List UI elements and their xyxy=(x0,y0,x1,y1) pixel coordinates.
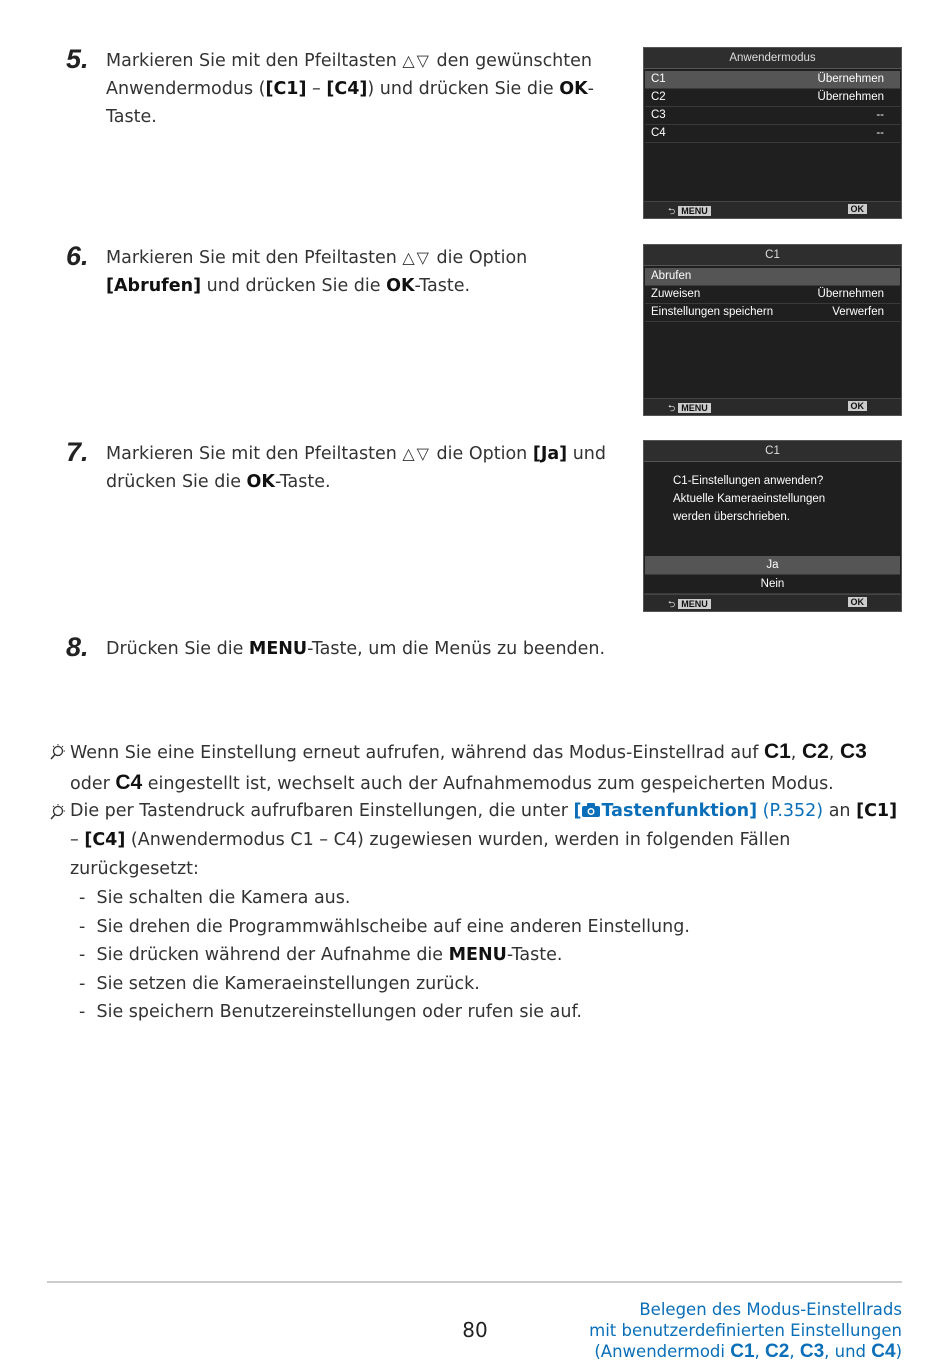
note-text xyxy=(70,797,908,1027)
screen-footer xyxy=(644,398,901,415)
footer-divider xyxy=(47,1281,902,1283)
hint-note-2 xyxy=(48,797,908,1027)
text: -Taste. xyxy=(106,79,594,127)
note-text xyxy=(70,737,908,799)
section-title-link[interactable] xyxy=(542,1299,902,1362)
menu-key-label: MENU xyxy=(678,403,711,413)
menu-row-c1[interactable] xyxy=(645,71,900,89)
text: -Taste, um die Menüs zu beenden. xyxy=(307,639,606,659)
title-line xyxy=(542,1341,902,1362)
text: -Taste. xyxy=(506,945,563,965)
text: Markieren Sie mit den Pfeiltasten xyxy=(106,248,403,268)
menu-row-einstellungen-speichern[interactable] xyxy=(645,304,900,322)
text: an xyxy=(823,801,857,821)
text: eingestellt ist, wechselt auch der Aufnahmemodus zum gespeicherten Modus. xyxy=(142,774,834,794)
text: -Taste. xyxy=(414,276,471,296)
text: Sie speichern Benutzereinstellungen oder rufen sie auf. xyxy=(96,1002,582,1022)
choice-nein[interactable]: Nein xyxy=(645,575,900,594)
menu-key-label: MENU xyxy=(678,599,711,609)
text: -Taste. xyxy=(274,472,331,492)
step-number: 5. xyxy=(66,44,89,74)
message-line: C1-Einstellungen anwenden? xyxy=(673,475,824,487)
step-number: 7. xyxy=(66,437,89,467)
text: , xyxy=(790,743,802,763)
row-value: Verwerfen xyxy=(832,306,884,318)
camera-screen-anwendermodus xyxy=(643,47,902,219)
option-c4: [C4] xyxy=(84,830,126,850)
text: Markieren Sie mit den Pfeiltasten xyxy=(106,444,403,464)
confirm-message xyxy=(644,462,901,556)
text: , xyxy=(828,743,840,763)
message-line: werden überschrieben. xyxy=(673,511,790,523)
list-item xyxy=(79,941,908,970)
text: Sie drücken während der Aufnahme die xyxy=(96,945,449,965)
row-value: -- xyxy=(876,109,884,121)
up-down-arrows-icon: △▽ xyxy=(402,51,431,70)
step-number: 8. xyxy=(66,632,89,662)
text: Sie setzen die Kameraeinstellungen zurück. xyxy=(96,973,480,994)
tastenfunktion-link[interactable] xyxy=(573,801,823,821)
text: ) und drücken Sie die xyxy=(367,79,560,99)
ok-button[interactable]: OK xyxy=(848,401,868,411)
text: (Anwendermodi xyxy=(594,1342,731,1361)
row-label: Abrufen xyxy=(651,270,692,282)
row-value: Übernehmen xyxy=(817,91,884,103)
title-line: mit benutzerdefinierten Einstellungen xyxy=(589,1321,902,1340)
ok-key-label: OK xyxy=(246,472,275,492)
hint-lightbulb-icon xyxy=(48,803,66,821)
page-number: 80 xyxy=(462,1318,488,1342)
row-label: C2 xyxy=(651,91,666,103)
row-value: Übernehmen xyxy=(817,288,884,300)
menu-row-zuweisen[interactable] xyxy=(645,286,900,304)
screen-footer xyxy=(644,201,901,218)
menu-key-label: MENU xyxy=(448,945,507,965)
mode-c2: C2 xyxy=(765,1341,790,1362)
menu-row-c2[interactable] xyxy=(645,89,900,107)
camera-screen-c1-menu xyxy=(643,244,902,416)
dash: - xyxy=(79,916,86,937)
text: die Option xyxy=(430,444,533,464)
text: und drücken Sie die xyxy=(201,276,387,296)
back-menu-button[interactable] xyxy=(668,204,711,220)
row-label: Zuweisen xyxy=(651,288,701,300)
row-value: Übernehmen xyxy=(817,73,884,85)
reset-conditions-list xyxy=(48,884,908,1027)
option-c1: [C1] xyxy=(856,801,898,821)
up-down-arrows-icon: △▽ xyxy=(402,248,431,267)
list-item xyxy=(79,970,908,999)
text: Markieren Sie mit den Pfeiltasten xyxy=(106,51,403,71)
back-arrow-icon: ⮌ xyxy=(668,403,676,413)
screen-title: C1 xyxy=(644,441,901,462)
text: , xyxy=(789,1342,800,1361)
up-down-arrows-icon: △▽ xyxy=(402,444,431,463)
hint-lightbulb-icon xyxy=(48,743,66,761)
menu-row-c4[interactable] xyxy=(645,125,900,143)
mode-c1: C1 xyxy=(730,1341,755,1362)
mode-c4: C4 xyxy=(115,771,143,794)
text: – xyxy=(306,79,327,99)
text: (Anwendermodus C1 – C4) zugewiesen wurden, werden in folgenden Fällen zurückgesetzt: xyxy=(70,830,791,879)
back-arrow-icon: ⮌ xyxy=(668,599,676,609)
text: – xyxy=(70,830,85,850)
dash: - xyxy=(79,973,86,994)
step-text xyxy=(106,244,626,300)
screen-footer xyxy=(644,594,901,611)
step-text xyxy=(106,440,626,496)
text: den gewünschten Anwendermodus ( xyxy=(106,51,592,99)
dash: - xyxy=(79,888,86,908)
ok-key-label: OK xyxy=(386,276,415,296)
text: und drücken Sie die xyxy=(106,444,607,492)
option-ja: [Ja] xyxy=(532,444,568,464)
camera-screen-c1-confirm xyxy=(643,440,902,612)
mode-c1: C1 xyxy=(763,740,791,763)
link-label: Tastenfunktion] xyxy=(601,801,758,821)
screen-title: C1 xyxy=(644,245,901,266)
menu-key-label: MENU xyxy=(678,206,711,216)
dash: - xyxy=(79,945,86,965)
menu-key-label: MENU xyxy=(248,639,308,659)
text: Sie schalten die Kamera aus. xyxy=(96,888,351,908)
dash: - xyxy=(79,1002,86,1022)
choice-ja[interactable]: Ja xyxy=(645,556,900,575)
text: oder xyxy=(70,774,116,794)
text: Sie drehen die Programmwählscheibe auf eine anderen Einstellung. xyxy=(96,916,690,937)
screen-title: Anwendermodus xyxy=(644,48,901,69)
text: ) xyxy=(895,1342,902,1361)
list-item xyxy=(79,884,908,913)
ok-button[interactable]: OK xyxy=(848,597,868,607)
text: Die per Tastendruck aufrufbaren Einstellungen, die unter xyxy=(70,801,574,821)
text: Drücken Sie die xyxy=(106,639,249,659)
title-line: Belegen des Modus-Einstellrads xyxy=(639,1300,902,1319)
list-item xyxy=(79,913,908,942)
menu-row-c3[interactable] xyxy=(645,107,900,125)
row-label: C3 xyxy=(651,109,666,121)
text: , xyxy=(754,1342,766,1361)
camera-icon xyxy=(581,802,601,818)
mode-c4: C4 xyxy=(871,1341,896,1362)
menu-row-abrufen[interactable] xyxy=(645,268,900,286)
step-number: 6. xyxy=(66,241,89,271)
text: , und xyxy=(824,1342,872,1361)
row-value: -- xyxy=(876,127,884,139)
back-menu-button[interactable] xyxy=(668,597,711,613)
mode-c3: C3 xyxy=(799,1341,825,1362)
list-item xyxy=(79,998,908,1027)
back-menu-button[interactable] xyxy=(668,401,711,417)
mode-c3: C3 xyxy=(839,740,867,763)
mode-c2: C2 xyxy=(801,740,829,763)
hint-note-1 xyxy=(48,737,908,799)
row-label: C1 xyxy=(651,73,666,85)
step-text xyxy=(106,635,626,663)
message-line: Aktuelle Kameraeinstellungen xyxy=(673,493,826,505)
text: die Option xyxy=(430,248,528,268)
option-c1: [C1] xyxy=(265,79,307,99)
text: Wenn Sie eine Einstellung erneut aufrufen, während das Modus-Einstellrad auf xyxy=(70,743,764,763)
step-text xyxy=(106,47,626,131)
ok-button[interactable]: OK xyxy=(848,204,868,214)
option-c4: [C4] xyxy=(326,79,368,99)
page-reference: (P.352) xyxy=(757,801,824,821)
row-label: C4 xyxy=(651,127,666,139)
row-label: Einstellungen speichern xyxy=(651,306,774,318)
back-arrow-icon: ⮌ xyxy=(668,206,676,216)
option-abrufen: [Abrufen] xyxy=(106,276,202,296)
ok-key-label: OK xyxy=(559,79,588,99)
link-bracket: [ xyxy=(573,801,582,821)
